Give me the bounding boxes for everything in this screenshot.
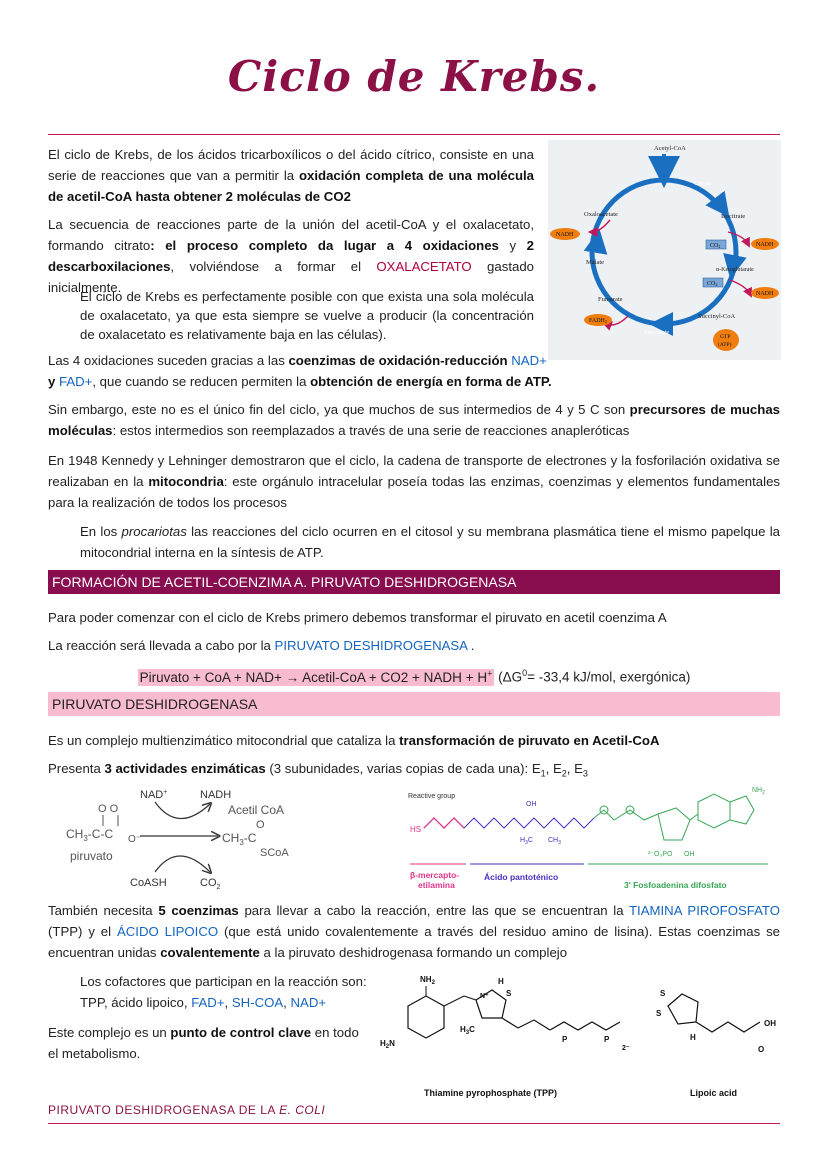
pyrophosphate-chain (550, 1022, 620, 1030)
intro-p2-y: y (498, 238, 527, 253)
e2-sub: 2 (561, 768, 567, 779)
coash-curve (155, 856, 210, 872)
tpp-nh2: $NH_2$ (420, 975, 435, 986)
ch3-right: $CH_3-C$ (222, 831, 257, 847)
title-divider (48, 134, 780, 135)
coa-po3: ²⁻O₃PO (648, 851, 673, 858)
intro-p5-bold: precursores de muchas moléculas (48, 402, 780, 438)
label-fosfoadenina: 3' Fosfoadenina difosfato (624, 880, 727, 890)
intro-p4-text-f: , que cuando se reducen permiten la (92, 374, 311, 389)
label-malate: Malate (586, 259, 605, 266)
coa-nh2: $NH_2$ (752, 787, 765, 796)
tpp-lipoic-figure (378, 966, 780, 1102)
lipoic-h: H (690, 1033, 696, 1042)
left-o-minus: O⁻ (128, 834, 142, 845)
intro-paragraph-7 (80, 521, 780, 563)
section1-s2-end: . (467, 638, 475, 653)
left-o-top: O O (98, 803, 119, 815)
nadh-text-right-2: NADH (756, 291, 774, 297)
tpp-s: S (506, 989, 512, 998)
glycosidic-bond (690, 814, 698, 820)
intro-p2-descarboxilaciones: 2 descarboxilaciones (48, 238, 534, 274)
intro-p6-text-c: : este orgánulo intracelular poseía todas las enzimas, coenzimas y elementos fundamentales para la realización de todos los procesos (48, 474, 780, 510)
label-pantotenico: Ácido pantoténico (484, 872, 559, 882)
intro-p1-text: El ciclo de Krebs, de los ácidos tricarboxílicos o del ácido cítrico, consiste en una serie de reacciones que van a permitir la (48, 147, 534, 183)
lipoic-oh: OH (764, 1019, 776, 1028)
lipoic-chain (696, 1022, 760, 1032)
section2-cofactores (80, 971, 370, 1013)
co2-text-1: CO2 (710, 243, 721, 249)
section2-s2-text-c: (3 subunidades, varias copias de cada una): E (265, 761, 541, 776)
s4-text-a: Los cofactores que participan en la reacción son: TPP, ácido lipoico, (80, 974, 367, 1010)
section2-s1-text: Es un complejo multienzimático mitocondrial que cataliza la (48, 733, 400, 748)
label-oxaloacetate: Oxaloacetate (584, 211, 618, 218)
cycle-arrow-4 (596, 238, 598, 250)
pdh-reaction-svg (60, 784, 360, 894)
thiazole-link (464, 996, 476, 1000)
intro-paragraph-1 (48, 144, 534, 207)
footer-ecoli: E. COLI (279, 1103, 326, 1117)
section2-s2-bold: 3 actividades enzimáticas (104, 761, 266, 776)
s3-text-a: También necesita (48, 903, 159, 918)
methylene-bond (444, 996, 464, 1006)
intro-p4-nad: NAD+ (511, 353, 547, 368)
intro-p4-coenzimas: coenzimas de oxidación-reducción (288, 353, 508, 368)
label-scoa: SCoA (260, 847, 289, 859)
label-succinate: Succinate (644, 329, 670, 336)
s3-covalentemente: covalentemente (160, 945, 260, 960)
intro-p2-text-f: , volviéndose a formar el (170, 259, 377, 274)
page-title: Ciclo de Krebs. (227, 52, 601, 101)
s3-tiamina: TIAMINA PIROFOSFATO (629, 903, 780, 918)
s4-fad: FAD+ (191, 995, 225, 1010)
krebs-cycle-figure (548, 140, 781, 360)
intro-p4-fad: FAD+ (59, 374, 93, 389)
tpp-p1: P (562, 1035, 568, 1044)
fadh-text: FADH2 (589, 318, 607, 324)
ribose-ring (658, 808, 690, 840)
coa-mercapto-chain (424, 818, 464, 828)
label-mercapto-2: etilamina (418, 880, 455, 890)
section1-s2-text: La reacción será llevada a cabo por la (48, 638, 275, 653)
nadh-arrow-1 (728, 232, 748, 244)
intro-p7-procariotas: procariotas (121, 524, 187, 539)
equation-h-sup: + (487, 668, 493, 678)
tpp-h3c: $H_3C$ (460, 1025, 475, 1036)
lipoic-s1: S (660, 989, 666, 998)
s4-comma-1: , (224, 995, 232, 1010)
nadh-arrow-2 (730, 280, 750, 294)
intro-p5-text-a: Sin embargo, este no es el único fin del ciclo, ya que muchos de sus intermedios de 4 y 5 C son (48, 402, 630, 417)
coa-oh2: OH (684, 851, 695, 858)
intro-p2-oxalacetato: OXALACETATO (376, 259, 472, 274)
label-tpp: Thiamine pyrophosphate (TPP) (424, 1088, 558, 1098)
footer-divider (48, 1123, 780, 1124)
intro-p2-text-h: gastado inicialmente. (48, 259, 534, 295)
s4-nad: NAD+ (290, 995, 327, 1010)
tpp-p2: P (604, 1035, 610, 1044)
coa-structure-figure (408, 784, 780, 894)
label-isocitrate: Isocitrate (721, 213, 746, 220)
s3-text-g: (que está unido covalentemente a través del residuo amino de lisina). Estas coenzimas se encuentran unidas (48, 924, 780, 960)
coa-ch3: $CH_3$ (548, 837, 561, 846)
reaction-equation-highlight (138, 669, 495, 686)
section2-sentence-1 (48, 730, 780, 751)
nad-curve (155, 802, 210, 819)
e1-sub: 1 (540, 768, 546, 779)
e3-sub: 3 (582, 768, 588, 779)
intro-paragraph-3: El ciclo de Krebs es perfectamente posible con que exista una sola molécula de oxalacetato, ya que esta siempre se vuelve a producir (la concentración de oxalacetato es relativamente baja en las células). (80, 289, 534, 342)
intro-p7-text-c: las reacciones del ciclo ocurren en el citosol y su membrana plasmática tiene el mismo papelque la mitocondrial interna en la síntesis de ATP. (80, 524, 780, 560)
label-co2: $CO_2$ (200, 877, 221, 891)
intro-p1-bold: oxidación completa de una molécula de acetil-CoA hasta obtener 2 moléculas de CO2 (48, 168, 534, 204)
section2-s2-text-a: Presenta (48, 761, 105, 776)
coa-hs: HS (410, 825, 422, 834)
section2-sentence-3 (48, 900, 780, 963)
dithiolane-ring (668, 994, 698, 1024)
label-coash: CoASH (130, 877, 167, 889)
label-citrate: Citrate (694, 180, 712, 187)
section1-sentence-1: Para poder comenzar con el ciclo de Krebs primero debemos transformar el piruvato en acetil coenzima A (48, 610, 667, 625)
equation-tail: = -33,4 kJ/mol, exergónica) (527, 669, 691, 685)
intro-p6-mitocondria: mitocondria (148, 474, 224, 489)
equation-delta-sup: 0 (522, 668, 528, 678)
intro-p4-text-a: Las 4 oxidaciones suceden gracias a las (48, 353, 289, 368)
section2-sentence-2 (48, 758, 780, 785)
tpp-lipoic-svg (378, 966, 780, 1102)
intro-paragraph-6 (48, 450, 780, 513)
pdh-reaction-scheme (60, 784, 360, 894)
coa-structure-svg (408, 784, 780, 894)
coa-oh: OH (526, 801, 537, 808)
intro-p7-text-a: En los (80, 524, 122, 539)
lipoic-o: O (758, 1045, 765, 1054)
atp-text: (ATP) (718, 342, 732, 348)
intro-p6-text-a: En 1948 Kennedy y Lehninger demostraron que el ciclo, la cadena de transporte de electrones y la fosforilación oxidativa se realizaban en la (48, 453, 780, 489)
tpp-h: H (498, 977, 504, 986)
section2-comma-1: , E (545, 761, 562, 776)
s3-coenzimas: 5 coenzimas (158, 903, 239, 918)
label-reactive-group: Reactive group (408, 793, 456, 800)
equation-delta: (ΔG (494, 669, 523, 685)
tpp-n-plus: N⁺ (480, 993, 489, 1000)
intro-p2-oxidaciones: 4 oxidaciones (404, 238, 499, 253)
intro-p4-y: y (48, 374, 59, 389)
equation-main: Piruvato + CoA + NAD+ → Acetil-CoA + CO2 + NADH + H (139, 669, 488, 685)
label-akg: α-Ketoglutarate (716, 267, 754, 273)
lipoic-s2: S (656, 1009, 662, 1018)
label-nad: NAD+ (140, 789, 168, 801)
s4-comma-2: , (283, 995, 291, 1010)
ethyl-chain (502, 1018, 550, 1030)
section2-comma-2: , E (566, 761, 583, 776)
label-fumarate: Fumarate (598, 296, 623, 303)
s4-shcoa: SH-COA (231, 995, 284, 1010)
s3-text-e: (TPP) y el (48, 924, 117, 939)
adenine-ring (698, 794, 730, 828)
label-mercapto: β-mercapto- (410, 870, 460, 880)
intro-paragraph-2 (48, 214, 534, 298)
ch3-left: $CH_3-C-C$ (66, 827, 114, 843)
label-succoa: Succinyl-CoA (698, 313, 736, 320)
section1-sentence-2 (48, 635, 780, 656)
tpp-charge: 2⁻ (622, 1045, 630, 1052)
s5-bold: punto de control clave (170, 1025, 312, 1040)
s5-text-c: en todo el metabolismo. (48, 1025, 359, 1061)
intro-p2-text-a: La secuencia de reacciones parte de la unión del acetil-CoA y el oxalacetato, formando citrato (48, 217, 534, 253)
coa-h3c: $H_3C$ (520, 837, 533, 846)
section2-s1-bold: transformación de piruvato en Acetil-CoA (399, 733, 660, 748)
intro-p4-atp: obtención de energía en forma de ATP. (310, 374, 552, 389)
label-nadh: NADH (200, 789, 232, 801)
reaction-equation (0, 662, 828, 689)
section2-control (48, 1022, 370, 1064)
label-acetilcoa: Acetil CoA (228, 803, 285, 817)
nadh-text-right-1: NADH (756, 242, 774, 248)
footer-text: PIRUVATO DESHIDROGENASA DE LA (48, 1103, 280, 1117)
section-heading-piruvato: PIRUVATO DESHIDROGENASA (48, 692, 780, 716)
s5-text-a: Este complejo es un (48, 1025, 171, 1040)
s3-text-c: para llevar a cabo la reacción, entre las que se encuentran la (238, 903, 629, 918)
footer-section-heading (48, 1103, 325, 1117)
label-acetyl: Acetyl-CoA (654, 145, 686, 152)
adenine-ring-2 (730, 796, 754, 824)
intro-p5-text-c: : estos intermedios son reemplazados a través de una serie de reacciones anapleróticas (112, 423, 630, 438)
pyrimidine-ring (408, 996, 444, 1038)
krebs-cycle-diagram (548, 140, 781, 360)
label-lipoic: Lipoic acid (690, 1088, 738, 1098)
co2-text-2: CO2 (707, 281, 718, 287)
label-piruvato: piruvato (70, 849, 113, 863)
gtp-text: GTP (720, 334, 731, 340)
s3-text-i: a la piruvato deshidrogenasa formando un complejo (259, 945, 568, 960)
section-heading-acetil: FORMACIÓN DE ACETIL-COENZIMA A. PIRUVATO DESHIDROGENASA (48, 570, 780, 594)
nadh-text-left: NADH (556, 232, 574, 238)
section1-s2-enzyme: PIRUVATO DESHIDROGENASA (274, 638, 468, 653)
s3-lipoico: ÁCIDO LIPOICO (116, 924, 219, 939)
intro-paragraph-5 (48, 399, 780, 441)
intro-paragraph-4 (48, 350, 568, 392)
intro-p2-bold-colon: : el proceso completo da lugar a (150, 238, 405, 253)
right-o: O (256, 819, 265, 831)
tpp-h2n: $H_2N$ (380, 1039, 395, 1050)
